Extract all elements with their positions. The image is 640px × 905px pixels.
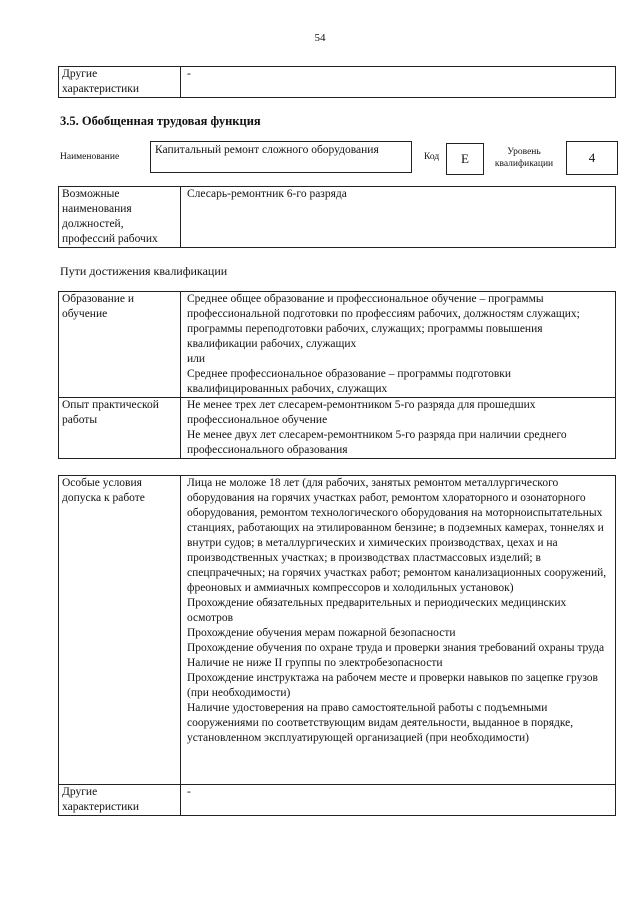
- level-value: 4: [566, 141, 618, 175]
- conditions-cell: [181, 476, 616, 785]
- name-label: Наименование: [60, 152, 120, 162]
- code-label: Код: [424, 152, 440, 162]
- other-characteristics-table-top: [58, 66, 616, 98]
- experience-cell: [181, 398, 616, 459]
- experience-line: Не менее трех лет слесарем-ремонтником 5-го разряда для прошедших профессиональное обучение: [187, 399, 536, 426]
- education-line: Среднее общее образование и профессиональное обучение – программы профессиональной подготовки по профессиям рабочих, должностям служащих; программы переподготовки рабочих, служащих; программы повышения квалификации рабочих, служащих: [187, 293, 580, 350]
- condition-line: Наличие не ниже II группы по электробезопасности: [187, 657, 443, 669]
- condition-line: Прохождение обязательных предварительных и периодических медицинских осмотров: [187, 597, 567, 624]
- condition-line: Наличие удостоверения на право самостоятельной работы с подъемными сооружениями по соответствующим видам деятельности, выданное в порядке, установленном эксплуатирующей организацией (при необходимости): [187, 702, 574, 744]
- education-line: Среднее профессиональное образование – программы подготовки квалифицированных рабочих, служащих: [187, 368, 512, 395]
- experience-line: Не менее двух лет слесарем-ремонтником 5-го разряда при наличии среднего профессионального образования: [187, 429, 567, 456]
- positions-table: [58, 186, 616, 248]
- education-label: Образование и обучение: [59, 292, 181, 398]
- condition-line: Прохождение обучения по охране труда и проверки знания требований охраны труда: [187, 642, 605, 654]
- paths-title: Пути достижения квалификации: [60, 264, 228, 278]
- paths-table: [58, 291, 616, 459]
- conditions-label: Особые условия допуска к работе: [59, 476, 181, 785]
- code-value: E: [446, 143, 484, 175]
- experience-label: Опыт практической работы: [59, 398, 181, 459]
- section-title: 3.5. Обобщенная трудовая функция: [60, 114, 261, 128]
- level-label: Уровень квалификации: [494, 147, 554, 169]
- condition-line: Лица не моложе 18 лет (для рабочих, занятых ремонтом металлургического оборудования на горячих участках работ, ремонтом хлораторного и озонаторного оборудования, ремонтом технологического оборудования на моторноиспытательных станциях, работающих на этилированном бензине; в подземных камерах, тоннелях и внутри судов; в металлургических и химических производствах, цехах и на производственных участках; в производствах пластмассовых изделий; в спецпрачечных; на горячих участках работ; ремонтом канализационных сооружений, фреоновых и аммиачных компрессоров и холодильных установок): [187, 477, 607, 594]
- positions-label: Возможные наименования должностей, профессий рабочих: [59, 187, 181, 248]
- other-characteristics-value-bottom: -: [181, 785, 616, 816]
- condition-line: Прохождение обучения мерам пожарной безопасности: [187, 627, 456, 639]
- education-cell: [181, 292, 616, 398]
- name-value: Капитальный ремонт сложного оборудования: [150, 141, 412, 173]
- other-characteristics-label: Другие характеристики: [59, 67, 181, 98]
- page-number: 54: [314, 32, 326, 44]
- education-line: или: [187, 353, 206, 365]
- conditions-table: [58, 475, 616, 816]
- other-characteristics-value: -: [181, 67, 616, 98]
- condition-line: Прохождение инструктажа на рабочем месте и проверки навыков по зацепке грузов (при необходимости): [187, 672, 598, 699]
- positions-value: Слесарь-ремонтник 6-го разряда: [181, 187, 616, 248]
- other-characteristics-label-bottom: Другие характеристики: [59, 785, 181, 816]
